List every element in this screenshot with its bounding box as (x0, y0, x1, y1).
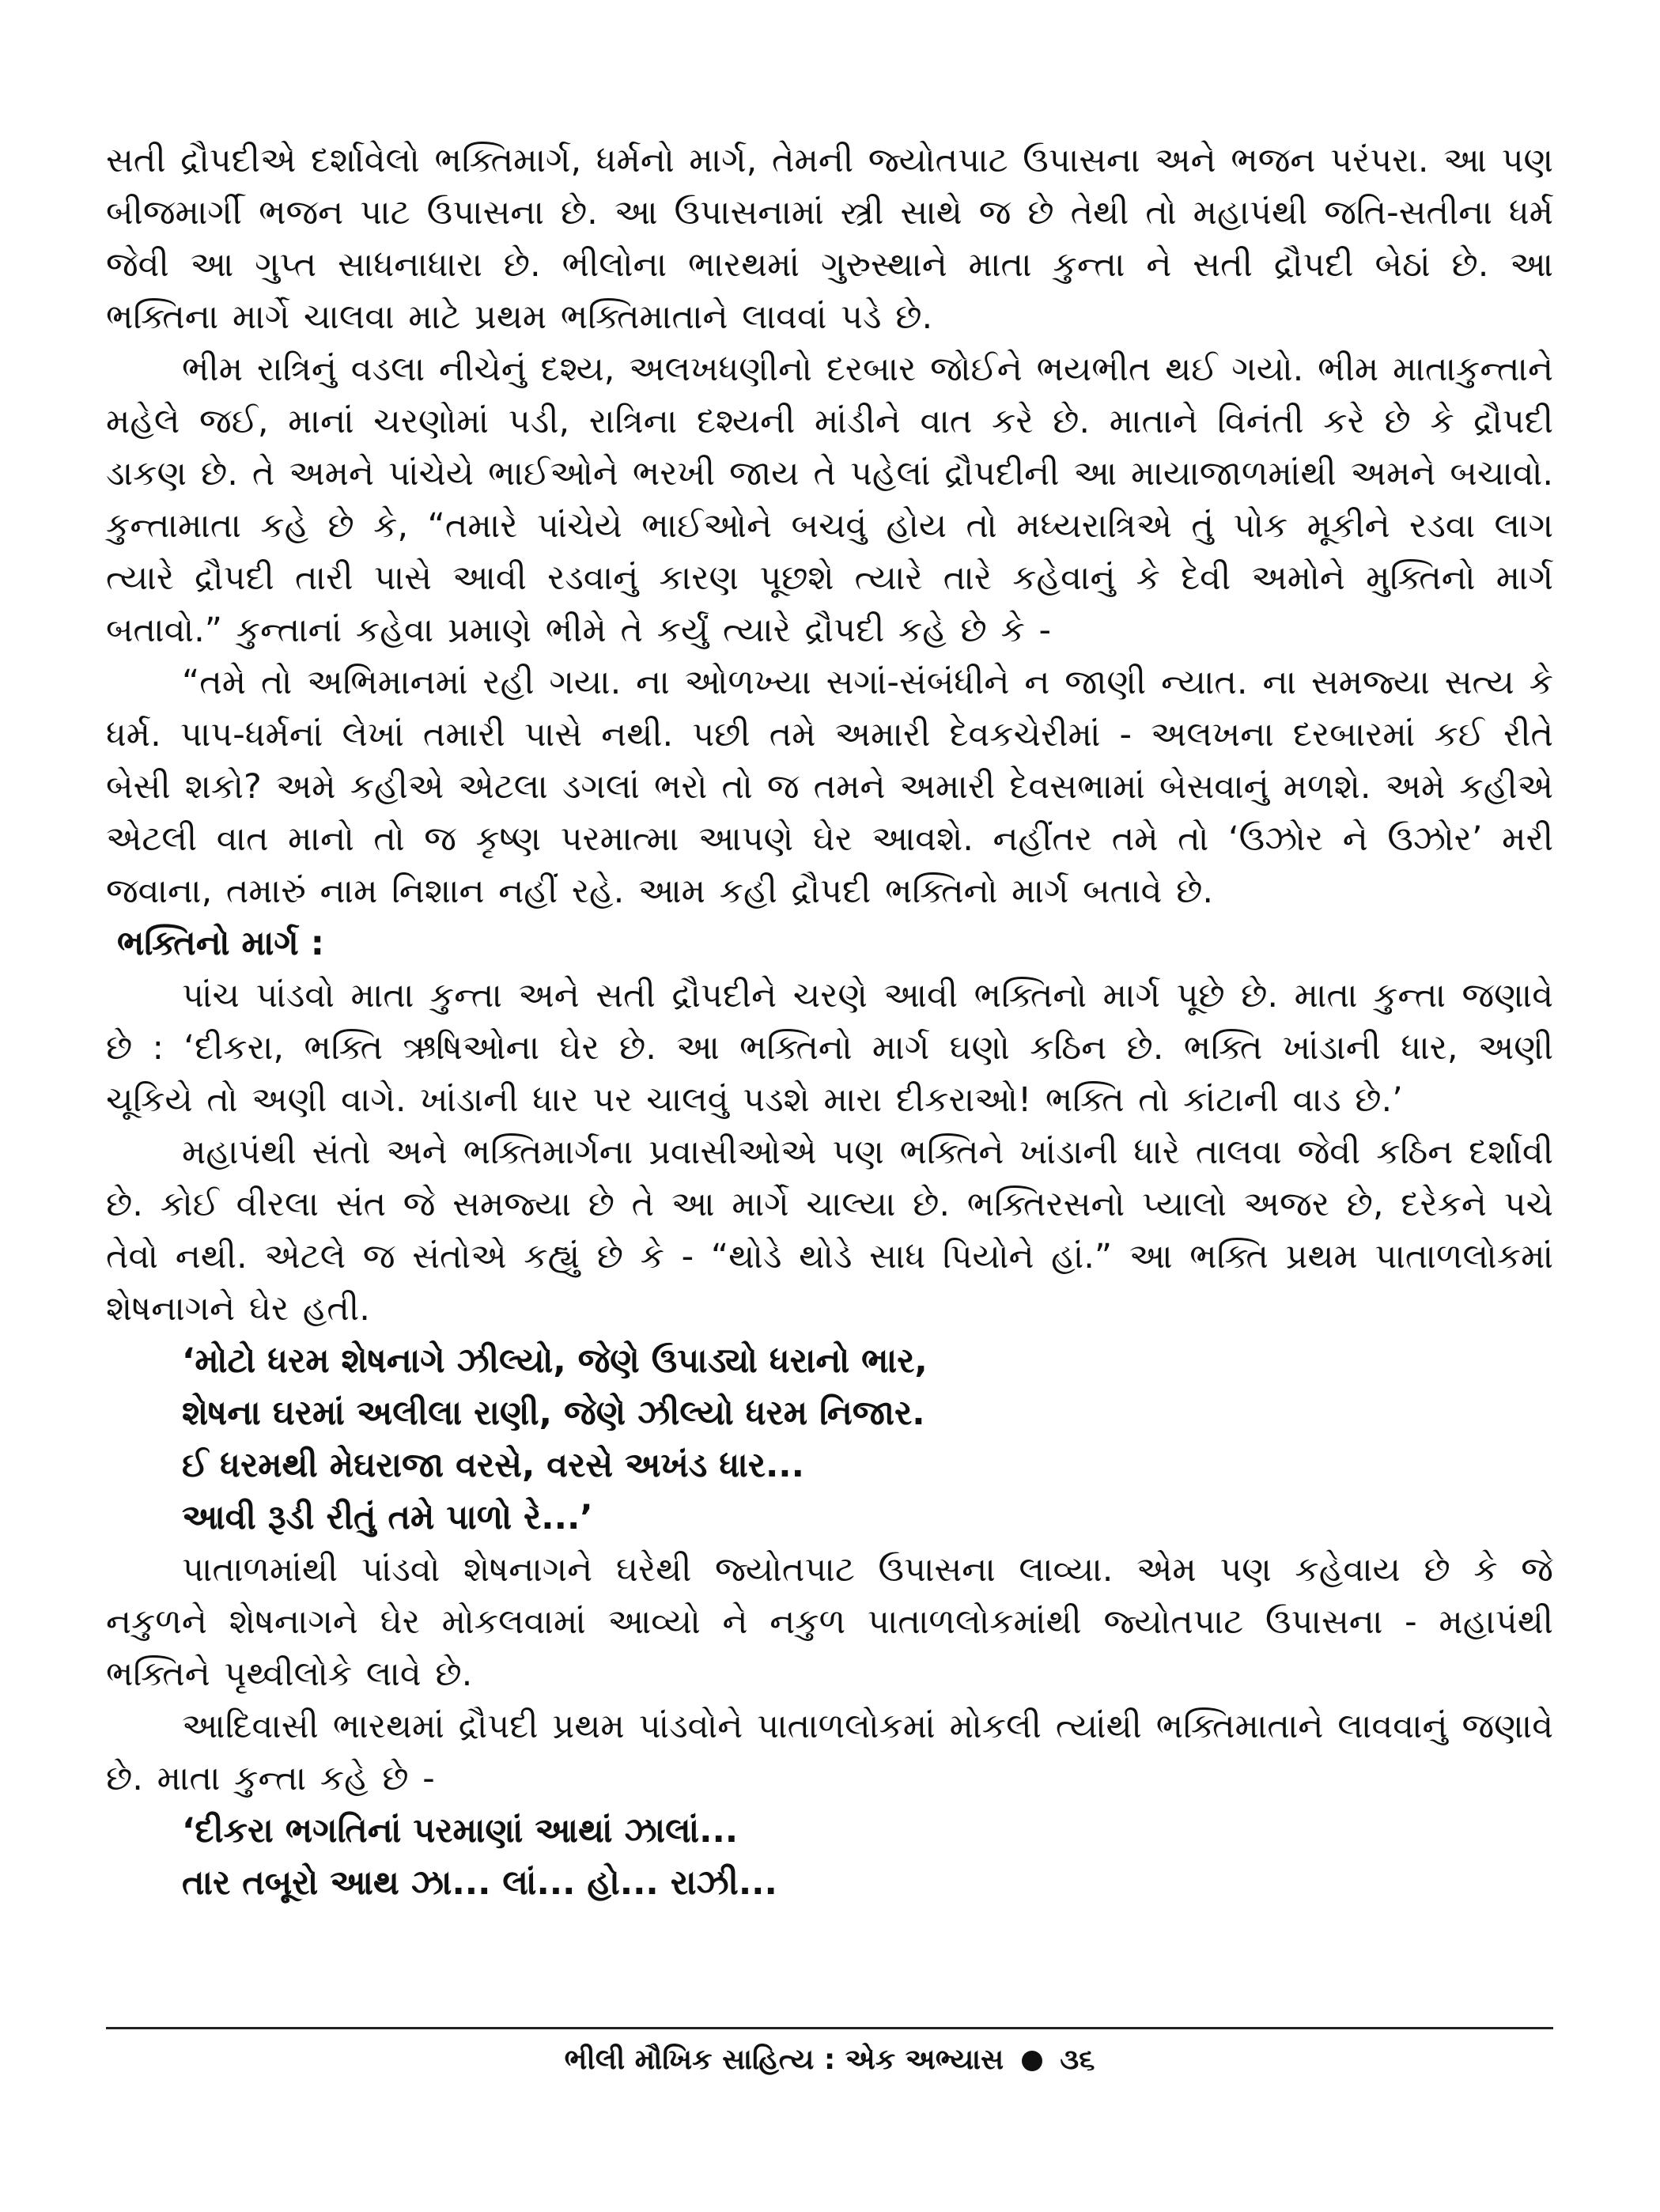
verse-line: આવી રૂડી રીતું તમે પાળો રે...’ (182, 1498, 593, 1537)
paragraph-1: સતી દ્રૌપદીએ દર્શાવેલો ભક્તિમાર્ગ, ધર્મનો માર્ગ, તેમની જ્યોતપાટ ઉપાસના અને ભજન પરંપરા. આ પણ બીજમાર્ગી ભજન પાટ ઉપાસના છે. આ ઉપાસનામાં સ્ત્રી સાથે જ છે તેથી તો મહાપંથી જતિ-સતીના ધર્મ જેવી આ ગુપ્ત સાધનાધારા છે. ભીલોના ભારથમાં ગુરુસ્થાને માતા કુન્તા ને સતી દ્રૌપદી બેઠાં છે. આ ભક્તિના માર્ગે ચાલવા માટે પ્રથમ ભક્તિમાતાને લાવવાં પડે છે. (106, 141, 1553, 337)
footer-page-number: ૩૬ (1060, 2044, 1095, 2076)
verse-block-2 (106, 1805, 1553, 1909)
footer-book-title: ભીલી મૌખિક સાહિત્ય : એક અભ્યાસ (564, 2044, 1004, 2076)
paragraph-7: આદિવાસી ભારથમાં દ્રૌપદી પ્રથમ પાંડવોને પાતાળલોકમાં મોકલી ત્યાંથી ભક્તિમાતાને લાવવાનું જણાવે છે. માતા કુન્તા કહે છે - (106, 1707, 1553, 1798)
verse-block-1 (106, 1335, 1553, 1544)
paragraph-2: ભીમ રાત્રિનું વડલા નીચેનું દશ્ય, અલખધણીનો દરબાર જોઈને ભયભીત થઈ ગયો. ભીમ માતાકુન્તાને મહેલે જઈ, માનાં ચરણોમાં પડી, રાત્રિના દશ્યની માંડીને વાત કરે છે. માતાને વિનંતી કરે છે કે દ્રૌપદી ડાકણ છે. તે અમને પાંચેયે ભાઈઓને ભરખી જાય તે પહેલાં દ્રૌપદીની આ માયાજાળમાંથી અમને બચાવો. કુન્તામાતા કહે છે કે, “તમારે પાંચેયે ભાઈઓને બચવું હોય તો મધ્યરાત્રિએ તું પોક મૂકીને રડવા લાગ ત્યારે દ્રૌપદી તારી પાસે આવી રડવાનું કારણ પૂછશે ત્યારે તારે કહેવાનું કે દેવી અમોને મુક્તિનો માર્ગ બતાવો.” કુન્તાનાં કહેવા પ્રમાણે ભીમે તે કર્યું ત્યારે દ્રૌપદી કહે છે કે - (106, 350, 1553, 650)
verse-line: ‘મોટો ધરમ શેષનાગે ઝીલ્યો, જેણે ઉપાડ્યો ધરાનો ભાર, (182, 1341, 928, 1381)
verse-line: ઈ ધરમથી મેઘરાજા વરસે, વરસે અખંડ ધાર... (182, 1446, 804, 1485)
page-body (106, 134, 1553, 1909)
section-heading: ભક્તિનો માર્ગ : (117, 924, 324, 963)
verse-line: ‘દીકરા ભગતિનાં પરમાણાં આથાં ઝાલાં... (182, 1811, 739, 1851)
verse-line: શેષના ઘરમાં અલીલા રાણી, જેણે ઝીલ્યો ધરમ નિજાર. (182, 1393, 925, 1433)
paragraph-6: પાતાળમાંથી પાંડવો શેષનાગને ઘરેથી જ્યોતપાટ ઉપાસના લાવ્યા. એમ પણ કહેવાય છે કે જે નકુળને શેષનાગને ઘેર મોકલવામાં આવ્યો ને નકુળ પાતાળલોકમાંથી જ્યોતપાટ ઉપાસના - મહાપંથી ભક્તિને પૃથ્વીલોકે લાવે છે. (106, 1550, 1553, 1694)
footer-divider (106, 2027, 1553, 2029)
verse-line: તાર તબૂરો આથ ઝા... લાં... હો... રાઝી... (182, 1863, 777, 1903)
paragraph-3: “તમે તો અભિમાનમાં રહી ગયા. ના ઓળખ્યા સગાં-સંબંધીને ન જાણી ન્યાત. ના સમજ્યા સત્ય કે ધર્મ. પાપ-ધર્મનાં લેખાં તમારી પાસે નથી. પછી તમે અમારી દેવકચેરીમાં - અલખના દરબારમાં કઈ રીતે બેસી શકો? અમે કહીએ એટલા ડગલાં ભરો તો જ તમને અમારી દેવસભામાં બેસવાનું મળશે. અમે કહીએ એટલી વાત માનો તો જ કૃષ્ણ પરમાત્મા આપણે ઘેર આવશે. નહીંતર તમે તો ‘ઉઝોર ને ઉઝોર’ મરી જવાના, તમારું નામ નિશાન નહીં રહે. આમ કહી દ્રૌપદી ભક્તિનો માર્ગ બતાવે છે. (106, 663, 1553, 911)
page-footer (106, 2040, 1553, 2080)
paragraph-5: મહાપંથી સંતો અને ભક્તિમાર્ગના પ્રવાસીઓએ પણ ભક્તિને ખાંડાની ધારે તાલવા જેવી કઠિન દર્શાવી છે. કોઈ વીરલા સંત જે સમજ્યા છે તે આ માર્ગે ચાલ્યા છે. ભક્તિરસનો પ્યાલો અજર છે, દરેકને પચે તેવો નથી. એટલે જ સંતોએ કહ્યું છે કે - “થોડે થોડે સાધ પિયોને હાં.” આ ભક્તિ પ્રથમ પાતાળલોકમાં શેષનાગને ઘેર હતી. (106, 1132, 1553, 1329)
paragraph-4: પાંચ પાંડવો માતા કુન્તા અને સતી દ્રૌપદીને ચરણે આવી ભક્તિનો માર્ગ પૂછે છે. માતા કુન્તા જણાવે છે : ‘દીકરા, ભક્તિ ઋષિઓના ઘેર છે. આ ભક્તિનો માર્ગ ઘણો કઠિન છે. ભક્તિ ખાંડાની ધાર, અણી ચૂકિયે તો અણી વાગે. ખાંડાની ધાર પર ચાલવું પડશે મારા દીકરાઓ! ભક્તિ તો કાંટાની વાડ છે.’ (106, 976, 1553, 1120)
bullet-icon (1022, 2051, 1042, 2071)
